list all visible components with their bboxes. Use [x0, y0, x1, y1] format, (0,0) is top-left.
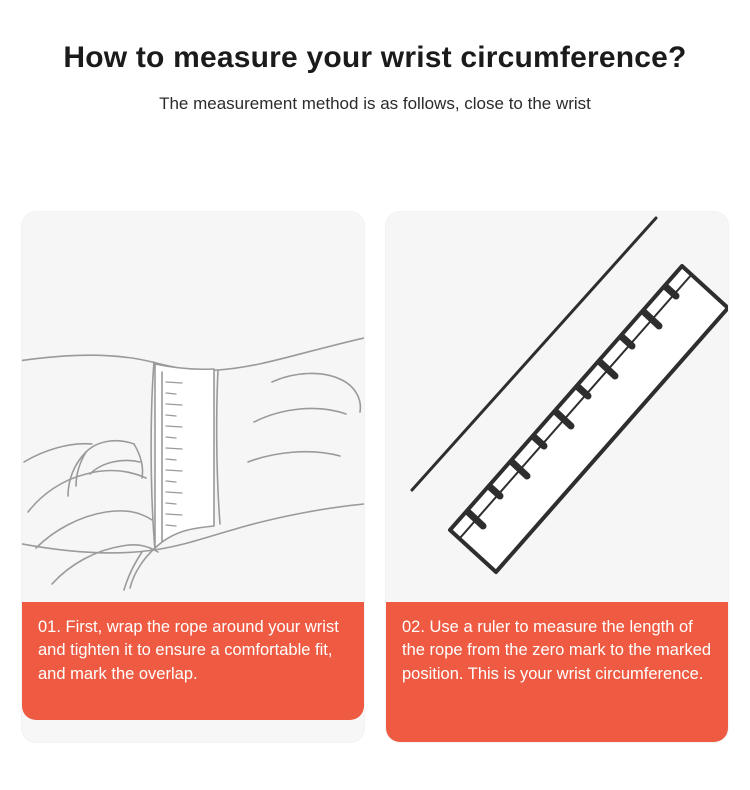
page-subtitle: The measurement method is as follows, close to the wrist [159, 94, 591, 113]
step-card-1 [22, 212, 364, 742]
step-card-2 [386, 212, 728, 742]
hand-wrapping-tape-around-wrist-illustration [22, 212, 364, 602]
steps-container [22, 212, 728, 742]
step-2-caption: 02. Use a ruler to measure the length of the rope from the zero mark to the marked position. This is your wrist circumference. [386, 602, 728, 742]
ruler-measuring-rope-length-illustration [386, 212, 728, 602]
wrist-measure-guide-page [0, 40, 750, 790]
page-title: How to measure your wrist circumference? [63, 41, 687, 74]
step-1-caption: 01. First, wrap the rope around your wrist and tighten it to ensure a comfortable fit, and mark the overlap. [22, 602, 364, 720]
